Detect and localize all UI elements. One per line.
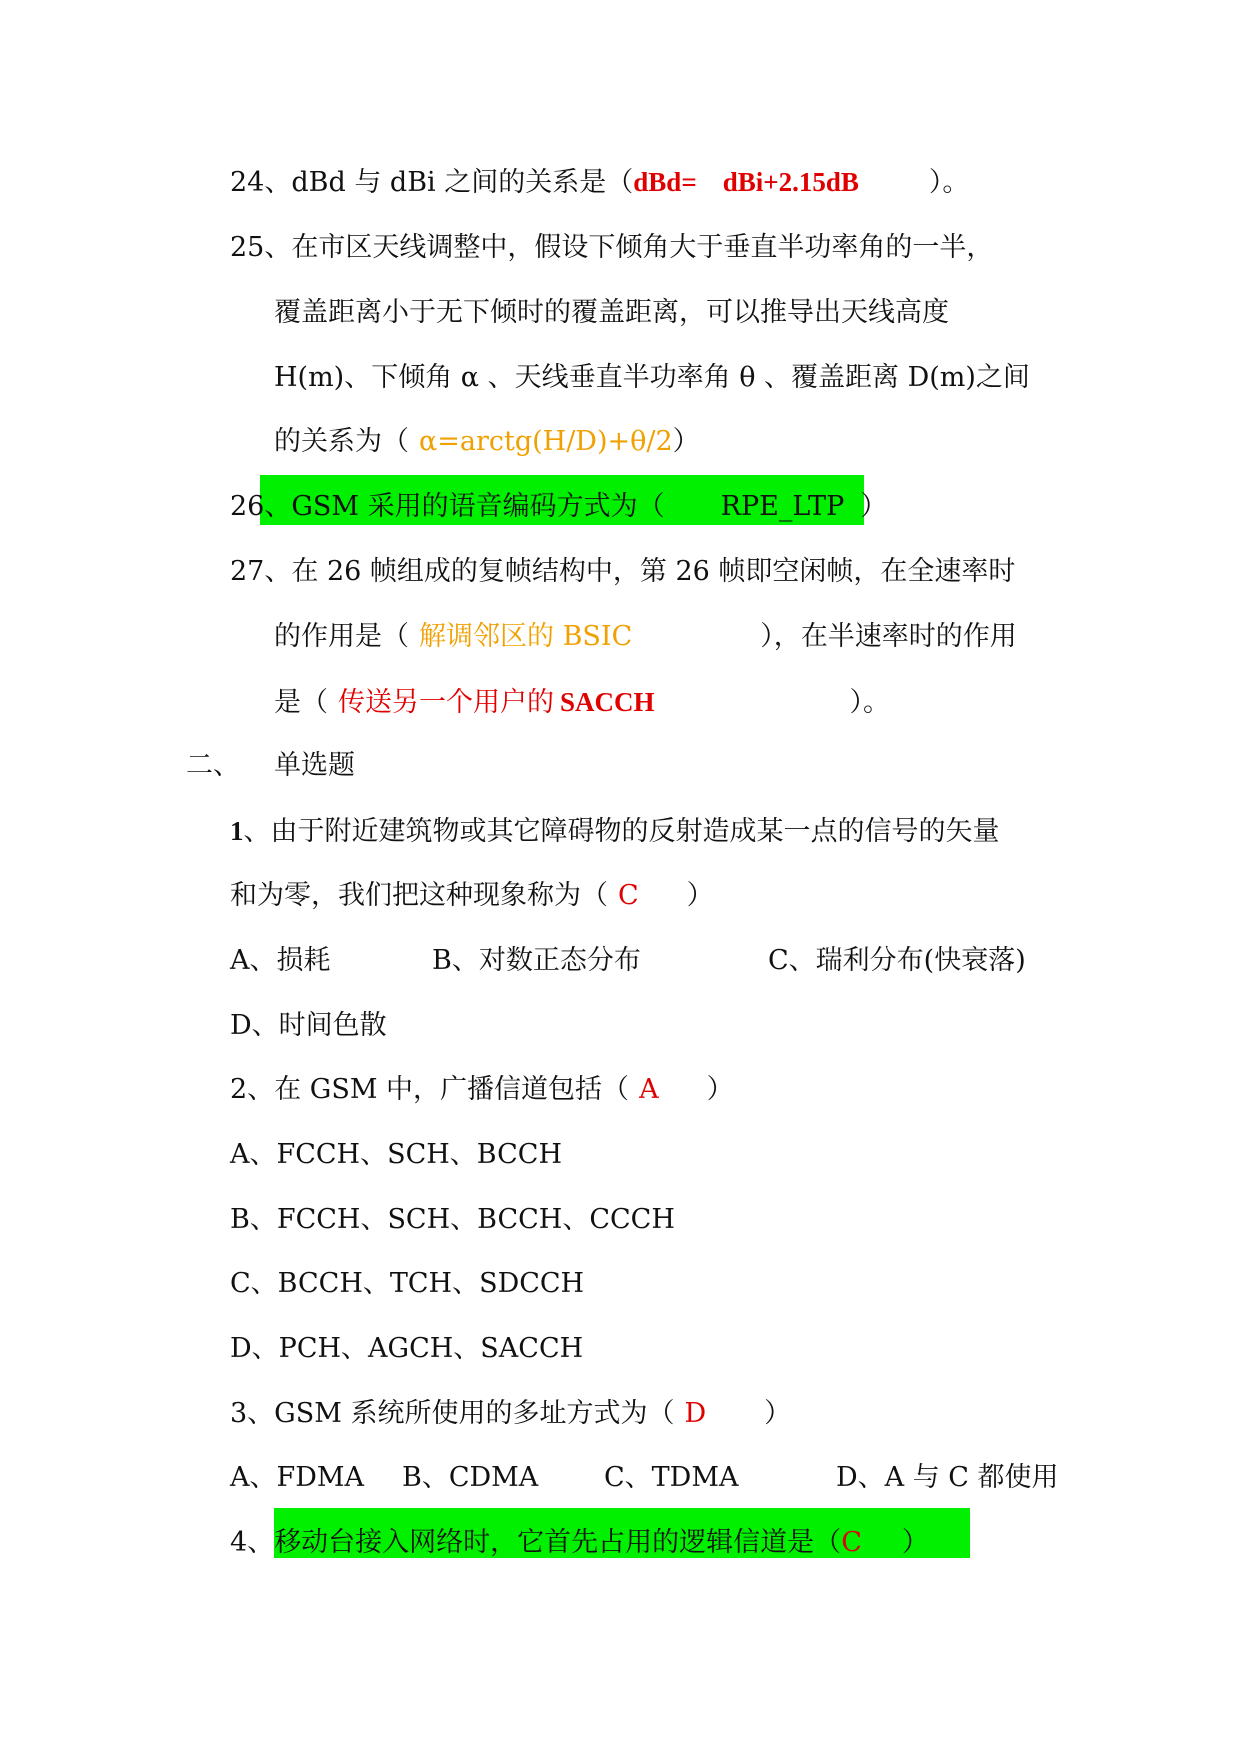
mc-question-2-close: ） <box>706 1074 734 1105</box>
mc-question-2-option-c: C、BCCH、TCH、SDCCH <box>230 1268 585 1299</box>
mc-question-1-answer: C <box>618 880 639 911</box>
question-27-line2 <box>274 619 1017 655</box>
mc-question-3 <box>230 1396 791 1432</box>
question-25-line2: 覆盖距离小于无下倾时的覆盖距离，可以推导出天线高度 <box>274 297 949 328</box>
mc-question-2-option-b: B、FCCH、SCH、BCCH、CCCH <box>230 1204 675 1235</box>
question-27-answer1: 解调邻区的 BSIC <box>419 621 633 652</box>
mc-question-3-answer: D <box>684 1398 707 1429</box>
question-24-answer-part2: dBi+2.15dB <box>722 167 859 197</box>
mc-question-2-text: 2、在 GSM 中，广播信道包括（ <box>230 1074 630 1105</box>
mc-question-1-number: 1 <box>230 816 244 846</box>
mc-question-4-close: ） <box>901 1527 929 1558</box>
question-27-line3 <box>274 684 890 720</box>
mc-question-4 <box>230 1525 929 1561</box>
mc-question-3-close: ） <box>764 1398 792 1429</box>
mc-question-1-option-a: A、损耗 <box>230 945 331 976</box>
question-24-answer-part1: dBd= <box>633 167 697 197</box>
mc-question-4-number: 4、 <box>230 1527 275 1558</box>
question-24 <box>230 164 969 200</box>
section-number: 二、 <box>186 750 240 781</box>
mc-question-1-line1 <box>230 813 1000 849</box>
question-27-answer2-en: SACCH <box>560 687 655 717</box>
mc-question-2 <box>230 1072 734 1108</box>
question-27-line1: 27、在 26 帧组成的复帧结构中，第 26 帧即空闲帧，在全速率时 <box>230 556 1016 587</box>
mc-question-4-answer: C <box>841 1527 862 1558</box>
section-title: 单选题 <box>274 750 355 781</box>
question-24-text: 24、dBd 与 dBi 之间的关系是（ <box>230 167 634 198</box>
mc-question-1-line2-text: 和为零，我们把这种现象称为（ <box>230 880 608 911</box>
question-27-answer2: 传送另一个用户的 <box>338 687 554 718</box>
mc-question-3-text: 3、GSM 系统所使用的多址方式为（ <box>230 1398 675 1429</box>
question-25-line4 <box>274 424 700 460</box>
mc-question-3-option-a: A、FDMA <box>230 1462 365 1493</box>
question-27-line2-text: 的作用是（ <box>274 621 409 652</box>
question-25-answer: α=arctg(H/D)+θ/2 <box>419 426 673 457</box>
question-26-answer: RPE_LTP <box>720 491 845 522</box>
mc-question-3-option-c: C、TDMA <box>604 1462 739 1493</box>
mc-question-1-text: 、由于附近建筑物或其它障碍物的反射造成某一点的信号的矢量 <box>243 816 1000 847</box>
question-27-close: ）。 <box>849 687 891 718</box>
question-25-line3: H(m)、下倾角 α 、天线垂直半功率角 θ 、覆盖距离 D(m)之间 <box>274 362 1030 393</box>
question-25-line4-text: 的关系为（ <box>274 426 409 457</box>
mc-question-1-option-c: C、瑞利分布(快衰落) <box>768 945 1026 976</box>
mc-question-3-option-b: B、CDMA <box>402 1462 539 1493</box>
question-25-close: ） <box>672 426 700 457</box>
question-26-text: 26、GSM 采用的语音编码方式为（ <box>230 491 665 522</box>
question-26 <box>230 489 887 525</box>
question-24-close: ）。 <box>928 167 970 198</box>
question-25-line1: 25、在市区天线调整中，假设下倾角大于垂直半功率角的一半， <box>230 232 994 263</box>
question-27-line3-text: 是（ <box>274 687 328 718</box>
mc-question-2-option-d: D、PCH、AGCH、SACCH <box>230 1333 584 1364</box>
question-27-line2-tail: ），在半速率时的作用 <box>760 621 1017 652</box>
mc-question-1-option-b: B、对数正态分布 <box>432 945 641 976</box>
mc-question-4-text: 移动台接入网络时，它首先占用的逻辑信道是（ <box>274 1527 842 1558</box>
mc-question-1-line2 <box>230 878 714 914</box>
mc-question-1-option-d: D、时间色散 <box>230 1010 387 1041</box>
question-26-close: ） <box>860 491 888 522</box>
mc-question-2-answer: A <box>639 1074 659 1105</box>
mc-question-3-option-d: D、A 与 C 都使用 <box>836 1462 1059 1493</box>
mc-question-2-option-a: A、FCCH、SCH、BCCH <box>230 1139 563 1170</box>
mc-question-1-close: ） <box>686 880 714 911</box>
